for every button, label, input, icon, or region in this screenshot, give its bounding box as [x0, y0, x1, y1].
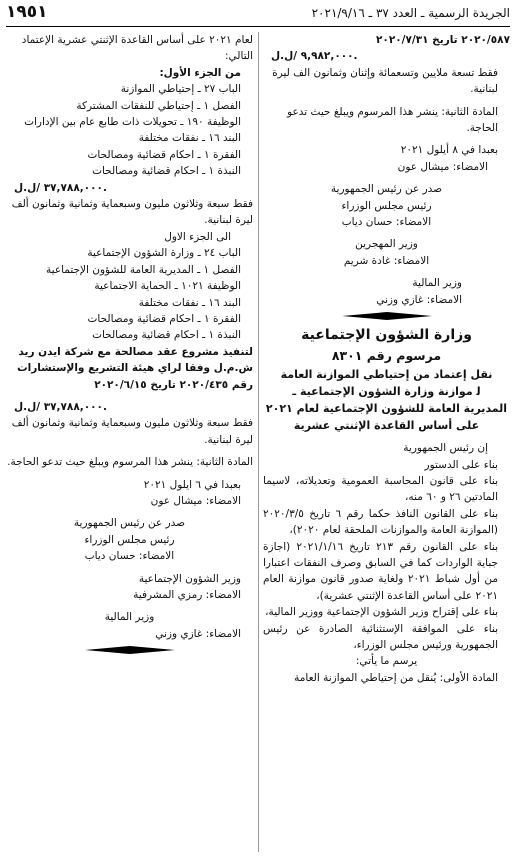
section-title: وزارة الشؤون الإجتماعية — [301, 327, 472, 344]
from-item: الوظيفة ١٩٠ ـ تحويلات ذات طابع عام بين الإدارات — [24, 116, 241, 129]
pm-title: رئيس مجلس الوزراء — [84, 533, 175, 546]
intro-text: لعام ٢٠٢١ على أساس القاعدة الإثنتي عشرية الإعتماد التالي: — [21, 34, 253, 63]
amount-line: ٣٧,٧٨٨,٠٠٠ /ل.ل. — [14, 400, 107, 413]
body-line: بناء على إقتراح وزير الشؤون الإجتماعية ووزير المالية، — [265, 606, 498, 619]
from-item: الفصل ١ ـ إحتياطي للنفقات المشتركة — [76, 99, 241, 112]
reference-line: ٢٠٢٠/٥٨٧ تاريخ ٢٠٢٠/٧/٣١ — [376, 34, 510, 46]
minister-title: وزير المهجرين — [355, 238, 418, 251]
to-item: الوظيفة ١٠٢١ ـ الحماية الاجتماعية — [94, 280, 241, 293]
page-header — [6, 4, 510, 27]
to-item: البند ١٦ ـ نفقات مختلفة — [138, 296, 241, 309]
purpose-text: لتنفيذ مشروع عقد مصالحة مع شركة ايدن ريد ش.م.ل وفقا لراي هيئة التشريع والإستشارات رقم ٢٠٢٠/٤٣٥ تاريخ ٢٠٢٠/٦/١٥ — [17, 345, 253, 391]
finance-minister-signature: الامضاء: غازي وزني — [155, 627, 241, 640]
decree-number: مرسوم رقم ٨٣٠١ — [331, 348, 442, 364]
decree-subject-3: المديرية العامة للشؤون الإجتماعية لعام ٢٠٢١ — [265, 402, 508, 416]
decree-subject-4: على أساس القاعدة الإثنتي عشرية — [293, 419, 480, 433]
body-line: إن رئيس الجمهورية — [403, 442, 488, 455]
ornament-divider — [342, 312, 432, 320]
minister-signature: الامضاء: غادة شريم — [343, 254, 430, 267]
ornament-divider — [85, 646, 175, 654]
article-two: المادة الثانية: ينشر هذا المرسوم ويبلغ حيث تدعو الحاجة. — [287, 105, 498, 135]
body-line: بناء على الدستور — [424, 458, 498, 471]
body-line: بناء على القانون النافذ حكما رقم ٦ تاريخ ٢٠٢٠/٣/٥ (الموازنة العامة والموازنات الملحقة لعام ٢٠٢٠)، — [263, 507, 498, 537]
article-two: المادة الثانية: ينشر هذا المرسوم ويبلغ حيث تدعو الحاجة. — [7, 456, 253, 469]
to-item: الباب ٢٤ ـ وزارة الشؤون الإجتماعية — [87, 247, 241, 260]
body-line: بناء على القانون رقم ٢١٣ تاريخ ٢٠٢١/١/١٦ (اجازة جباية الواردات كما في السابق وصرف النفقات اعتبارا من أول شباط ٢٠٢١ ولغاية صدور قانون موازنة العام ٢٠٢١ على أساس القاعدة الإثنتي عشرية)، — [263, 540, 499, 602]
body-line: بناء على قانون المحاسبة العمومية وتعديلاته، لاسيما المادتين ٢٦ و ٦٠ منه، — [263, 474, 498, 504]
date-line: بعبدا في ٨ أيلول ٢٠٢١ — [400, 144, 498, 157]
signature-line: الامضاء: ميشال عون — [150, 494, 241, 507]
amount-line: ٩,٩٨٢,٠٠٠ /ل.ل. — [271, 50, 358, 63]
from-item: النبذة ١ ـ احكام قضائية ومصالحات — [92, 165, 241, 178]
amount-words: فقط تسعة ملايين وتسعمائة وإثنان وثمانون الف ليرة لبنانية. — [272, 66, 498, 96]
to-item: النبذة ١ ـ احكام قضائية ومصالحات — [92, 329, 241, 342]
finance-minister-title: وزير المالية — [412, 277, 462, 290]
page-number: ١٩٥١ — [6, 2, 48, 22]
minister-title: وزير الشؤون الإجتماعية — [138, 572, 241, 585]
decree-subject-2: ﻟ موازنة وزارة الشؤون الإجتماعية ـ — [292, 385, 481, 399]
from-item: الفقرة ١ ـ احكام قضائية ومصالحات — [87, 148, 241, 161]
signature-line: الامضاء: ميشال عون — [397, 160, 488, 173]
finance-minister-signature: الامضاء: غازي وزني — [376, 293, 462, 306]
decree-subject-1: نقل إعتماد من إحتياطي الموازنة العامة — [280, 368, 493, 382]
amount-words: فقط سبعة وثلاثون مليون وسبعماية وثمانية وثمانون ألف ليرة لبنانية. — [11, 198, 253, 227]
finance-minister-title: وزير المالية — [104, 611, 155, 624]
from-heading: من الجزء الأول: — [159, 66, 241, 79]
to-item: الفقرة ١ ـ احكام قضائية ومصالحات — [87, 312, 241, 325]
from-item: الباب ٢٧ ـ إحتياطي الموازنة — [120, 83, 241, 96]
to-item: الفصل ١ ـ المديرية العامة للشؤون الإجتماعية — [46, 263, 241, 276]
to-heading: الى الجزء الاول — [164, 230, 231, 243]
minister-signature: الامضاء: رمزي المشرفية — [133, 589, 241, 601]
amount-words: فقط سبعة وثلاثون مليون وسبعماية وثمانية وثمانون ألف ليرة لبنانية. — [11, 417, 253, 446]
pm-title: رئيس مجلس الوزراء — [341, 199, 432, 212]
right-column — [263, 32, 510, 852]
issued-by: صدر عن رئيس الجمهورية — [330, 183, 443, 196]
issued-by: صدر عن رئيس الجمهورية — [73, 517, 186, 530]
gazette-title: الجريدة الرسمية ـ العدد ٣٧ ـ ٢٠٢١/٩/١٦ — [311, 6, 510, 20]
from-item: البند ١٦ ـ نفقات مختلفة — [138, 132, 241, 145]
column-divider — [258, 32, 259, 852]
body-line: بناء على الموافقة الإستثنائية الصادرة عن رئيس الجمهورية ورئيس مجلس الوزراء، — [263, 622, 498, 651]
left-column — [6, 32, 253, 852]
pm-signature: الامضاء: حسان دياب — [341, 216, 432, 229]
body-line: يرسم ما يأتي: — [355, 655, 418, 668]
date-line: بعبدا في ٦ ايلول ٢٠٢١ — [143, 478, 241, 491]
pm-signature: الامضاء: حسان دياب — [84, 550, 175, 563]
body-line: المادة الأولى: يُنقل من إحتياطي الموازنة العامة — [294, 671, 498, 684]
amount-line: ٣٧,٧٨٨,٠٠٠ /ل.ل. — [14, 181, 107, 194]
